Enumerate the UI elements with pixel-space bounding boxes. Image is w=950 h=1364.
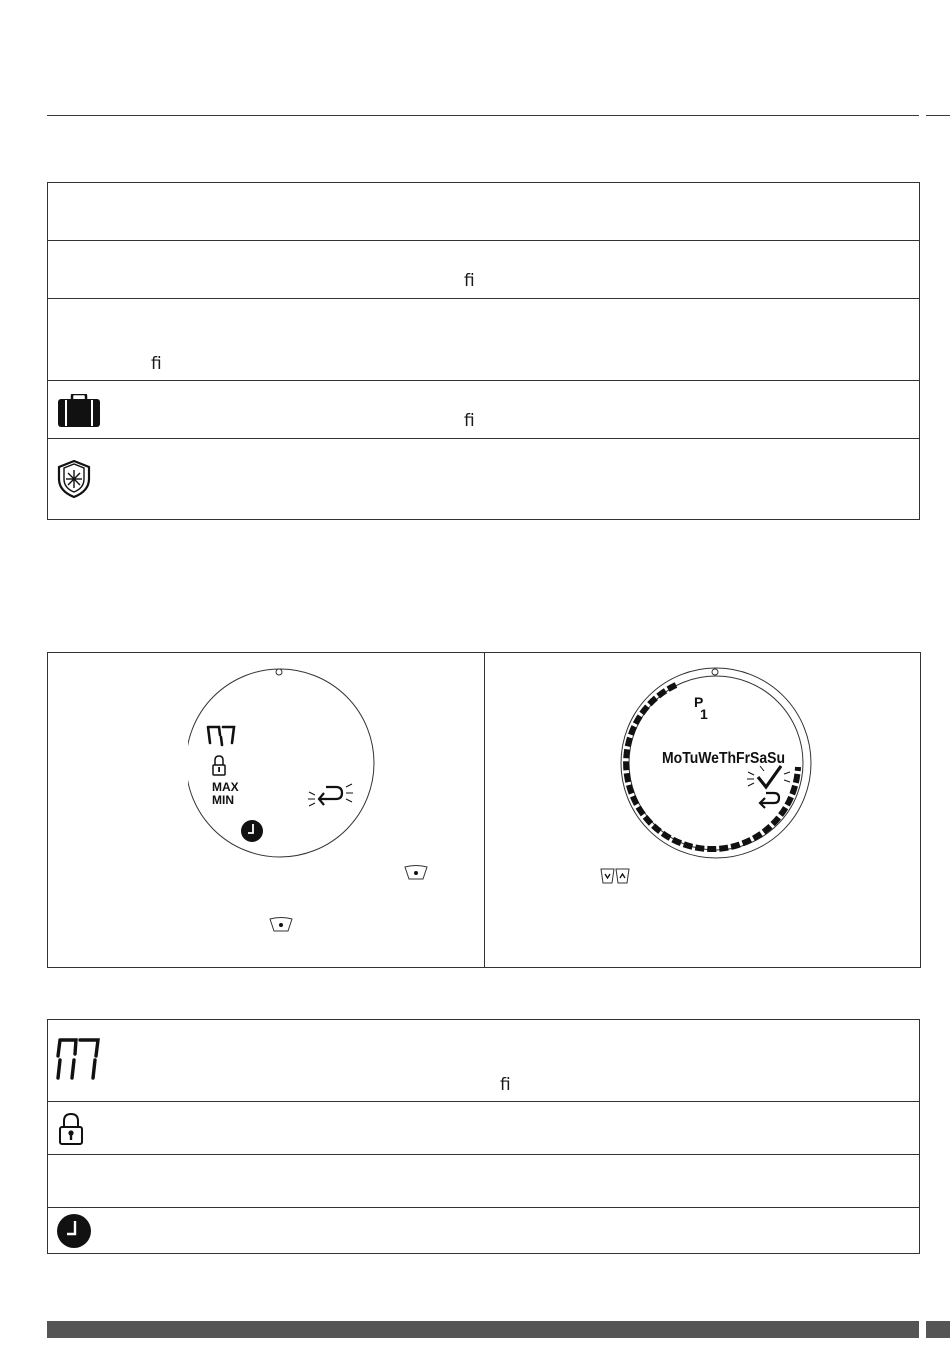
symbol-table [47,1019,920,1254]
frost-shield-icon [56,459,92,504]
clock-icon [241,820,263,842]
ligature-glyph: ﬁ [151,354,162,374]
weekday-labels: MoTuWeThFrSaSu [662,750,785,767]
mode-table [47,182,920,520]
padlock-icon [56,1111,86,1152]
min-label: MIN [212,793,234,807]
symbol-row-3 [48,1155,920,1208]
symbol-row-4 [48,1208,920,1254]
up-down-buttons-icon [600,867,630,885]
symbol-row-1 [48,1020,920,1102]
mode-row-3 [48,299,920,381]
ligature-glyph: ﬁ [464,411,475,431]
header-rule-tab [926,115,950,116]
ok-button-icon [268,917,294,933]
program-number: 1 [700,706,708,722]
mode-row-1 [48,183,920,241]
ligature-glyph: ﬁ [464,271,475,291]
sensor-dot [276,669,282,675]
clock-icon [56,1213,92,1254]
mode-row-5 [48,439,920,520]
max-label: MAX [212,780,239,794]
footer-bar-tab [926,1321,950,1338]
display-panels [47,652,921,968]
header-rule [47,115,919,116]
ok-button-icon [403,865,429,881]
symbol-row-2 [48,1102,920,1155]
footer-bar [47,1321,919,1338]
display-right [618,659,818,859]
sensor-dot [712,669,718,675]
panel-divider [484,653,485,967]
segment-m-icon [56,1036,104,1087]
ligature-glyph: ﬁ [500,1075,511,1095]
display-left [188,659,388,859]
mode-row-2 [48,241,920,299]
program-letter: P [694,694,704,710]
suitcase-icon [56,394,102,433]
mode-row-4 [48,381,920,439]
